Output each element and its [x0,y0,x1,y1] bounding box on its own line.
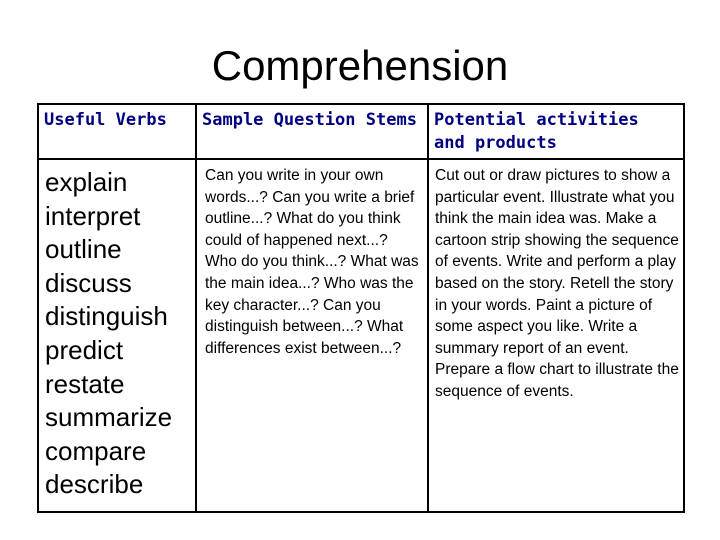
verb-item: distinguish [45,301,168,332]
verb-item: describe [45,469,144,500]
activities-cell: Cut out or draw pictures to show a particular event. Illustrate what you think the main idea was. Make a cartoon strip showing the sequence of events. Write and perform a play based on the story. Retell the story in your words. Paint a picture of some aspect you like. Write a summary report of an event. Prepare a flow chart to illustrate the sequence of events. [428,159,684,512]
content-row [38,159,684,512]
header-potential-activities: Potential activities and products [428,104,684,159]
verb-item: outline [45,234,122,265]
header-sample-question-stems: Sample Question Stems [196,104,428,159]
verb-item: interpret [45,200,141,231]
verb-item: summarize [45,402,173,433]
slide-title: Comprehension [211,42,509,89]
verb-item: discuss [45,267,132,298]
comprehension-table [37,103,685,513]
verb-item: explain [45,167,128,197]
verb-item: compare [45,435,147,466]
question-stems-cell: Can you write in your own words...? Can you write a brief outline...? What do you think could of happened next...? Who do you think...? What was the main idea...? Who was the key character...? Can you distinguish between...? What differences exist between...? [196,159,428,512]
verb-item: predict [45,334,124,365]
header-useful-verbs: Useful Verbs [38,104,196,159]
header-row [38,104,684,159]
verbs-cell [38,159,196,512]
verb-item: restate [45,368,125,399]
